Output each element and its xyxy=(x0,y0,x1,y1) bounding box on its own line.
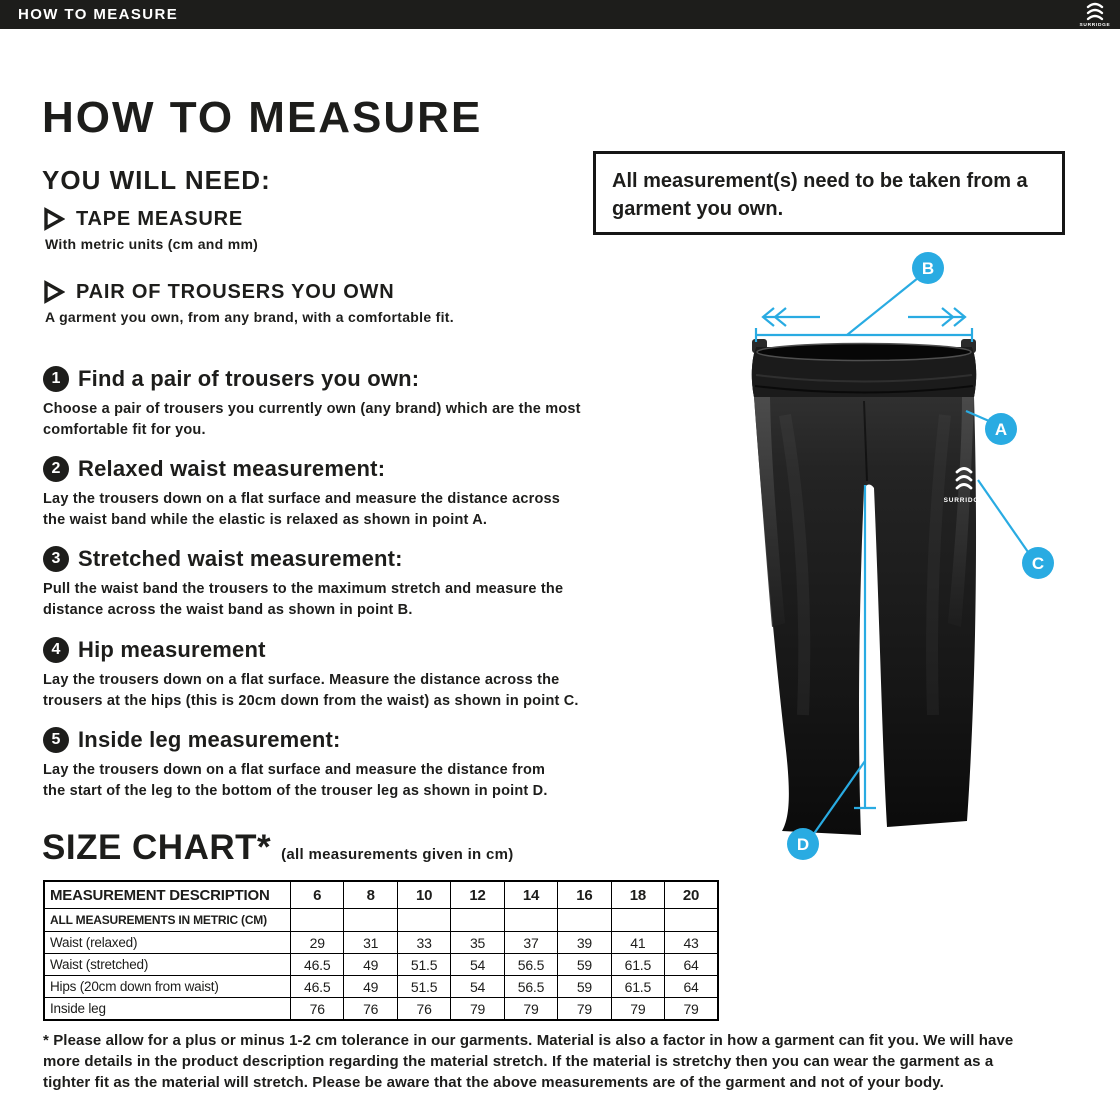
footnote-line: * Please allow for a plus or minus 1-2 cm tolerance in our garments. Material is also a factor in how a garment can fit you. We will have xyxy=(43,1032,1014,1049)
cell: 31 xyxy=(344,932,397,954)
step-number-badge: 4 xyxy=(43,637,69,663)
cell: 41 xyxy=(611,932,664,954)
callout-line-c xyxy=(978,480,1028,552)
cell: 79 xyxy=(504,998,557,1021)
step-number-badge: 5 xyxy=(43,727,69,753)
cell: 64 xyxy=(665,954,718,976)
garment-logo-wordmark: SURRIDGE xyxy=(943,497,985,504)
surridge-logo-icon xyxy=(1073,1,1117,28)
cell: 39 xyxy=(558,932,611,954)
note-line: garment you own. xyxy=(612,198,784,220)
column-header: 14 xyxy=(504,881,557,909)
step-4 xyxy=(43,637,668,712)
step-1 xyxy=(43,366,668,441)
callout-line-b xyxy=(847,278,918,335)
step-3 xyxy=(43,546,668,621)
table-row xyxy=(44,976,718,998)
top-bar xyxy=(0,0,1120,29)
step-body-line: comfortable fit for you. xyxy=(43,422,206,438)
row-label: Waist (stretched) xyxy=(44,954,291,976)
step-5 xyxy=(43,727,668,802)
need-item-head xyxy=(43,280,603,304)
table-header-row xyxy=(44,881,718,909)
stretched-waist-arrows-icon xyxy=(763,308,965,326)
footnote-line: tighter fit as the material will stretch. Please be aware that the above measurements are of the garment and not of your body. xyxy=(43,1074,944,1091)
size-chart-table xyxy=(43,880,719,1021)
cell: 79 xyxy=(558,998,611,1021)
step-head xyxy=(43,366,668,392)
column-header: 18 xyxy=(611,881,664,909)
cell: 51.5 xyxy=(397,976,450,998)
note-line: All measurement(s) need to be taken from a xyxy=(612,170,1028,192)
cell: 64 xyxy=(665,976,718,998)
column-header: 16 xyxy=(558,881,611,909)
callout-letter: C xyxy=(1031,554,1045,573)
cell: 46.5 xyxy=(291,954,344,976)
cell: 46.5 xyxy=(291,976,344,998)
step-number-badge: 1 xyxy=(43,366,69,392)
step-body xyxy=(43,579,668,621)
step-title: Inside leg measurement: xyxy=(78,727,341,752)
track-pants-illustration xyxy=(752,339,985,835)
page-title: HOW TO MEASURE xyxy=(42,93,483,143)
step-body-line: Lay the trousers down on a flat surface and measure the distance across xyxy=(43,491,561,507)
column-header: 10 xyxy=(397,881,450,909)
cell xyxy=(558,909,611,932)
cell: 29 xyxy=(291,932,344,954)
step-head xyxy=(43,637,668,663)
need-item-tape-measure xyxy=(43,207,603,252)
cell: 35 xyxy=(451,932,504,954)
cell xyxy=(451,909,504,932)
step-body-line: distance across the waist band as shown in point B. xyxy=(43,602,413,618)
step-title: Find a pair of trousers you own: xyxy=(78,366,420,391)
column-header: 6 xyxy=(291,881,344,909)
need-item-desc: A garment you own, from any brand, with a comfortable fit. xyxy=(45,309,454,325)
table-row xyxy=(44,954,718,976)
cell: 49 xyxy=(344,954,397,976)
row-label: Inside leg xyxy=(44,998,291,1021)
callout-letter: B xyxy=(921,259,935,278)
cell: 76 xyxy=(344,998,397,1021)
top-bar-title: HOW TO MEASURE xyxy=(18,6,179,23)
row-label: Hips (20cm down from waist) xyxy=(44,976,291,998)
step-body xyxy=(43,489,668,531)
callout-letter: D xyxy=(796,835,810,854)
callout-letter: A xyxy=(994,420,1008,439)
bullet-triangle-icon xyxy=(43,207,65,231)
callout-badge-d xyxy=(787,828,819,860)
step-body-line: trousers at the hips (this is 20cm down from the waist) as shown in point C. xyxy=(43,693,579,709)
cell: 59 xyxy=(558,954,611,976)
step-title: Hip measurement xyxy=(78,637,266,662)
step-body-line: Lay the trousers down on a flat surface. Measure the distance across the xyxy=(43,672,560,688)
callout-badge-c xyxy=(1022,547,1054,579)
cell: 49 xyxy=(344,976,397,998)
cell: 51.5 xyxy=(397,954,450,976)
step-body-line: the start of the leg to the bottom of the trouser leg as shown in point D. xyxy=(43,783,548,799)
column-header: 12 xyxy=(451,881,504,909)
cell: 56.5 xyxy=(504,976,557,998)
cell: 59 xyxy=(558,976,611,998)
step-head xyxy=(43,456,668,482)
cell xyxy=(291,909,344,932)
cell: 37 xyxy=(504,932,557,954)
cell: 43 xyxy=(665,932,718,954)
row-label: Waist (relaxed) xyxy=(44,932,291,954)
column-header: 20 xyxy=(665,881,718,909)
table-row xyxy=(44,932,718,954)
step-body-line: Pull the waist band the trousers to the maximum stretch and measure the xyxy=(43,581,564,597)
step-head xyxy=(43,546,668,572)
callout-badge-b xyxy=(912,252,944,284)
cell: 61.5 xyxy=(611,954,664,976)
footnote-line: more details in the product description regarding the material stretch. If the material is stretchy then you can wear the garment as a xyxy=(43,1053,994,1070)
waist-measurement-line xyxy=(756,328,972,342)
cell xyxy=(665,909,718,932)
step-number-badge: 3 xyxy=(43,546,69,572)
cell: 76 xyxy=(397,998,450,1021)
cell: 54 xyxy=(451,954,504,976)
size-chart-title: SIZE CHART* xyxy=(42,828,272,867)
cell xyxy=(504,909,557,932)
cell: 61.5 xyxy=(611,976,664,998)
need-item-head xyxy=(43,207,603,231)
surridge-logo-wordmark: SURRIDGE xyxy=(1079,23,1111,28)
step-title: Stretched waist measurement: xyxy=(78,546,403,571)
need-item-trousers xyxy=(43,280,603,325)
step-body xyxy=(43,670,668,712)
row-label: ALL MEASUREMENTS IN METRIC (CM) xyxy=(44,909,291,932)
cell xyxy=(397,909,450,932)
size-chart-heading xyxy=(42,828,514,868)
cell: 76 xyxy=(291,998,344,1021)
bullet-triangle-icon xyxy=(43,280,65,304)
table-row xyxy=(44,998,718,1021)
step-body-line: the waist band while the elastic is relaxed as shown in point A. xyxy=(43,512,488,528)
cell xyxy=(344,909,397,932)
step-body xyxy=(43,399,668,441)
callout-badge-a xyxy=(985,413,1017,445)
measurement-note-box xyxy=(593,151,1065,235)
cell: 33 xyxy=(397,932,450,954)
cell: 79 xyxy=(451,998,504,1021)
need-item-title: PAIR OF TROUSERS YOU OWN xyxy=(76,280,395,303)
trousers-measurement-diagram xyxy=(690,245,1090,885)
tolerance-footnote xyxy=(43,1030,1043,1093)
cell: 79 xyxy=(665,998,718,1021)
step-number-badge: 2 xyxy=(43,456,69,482)
column-header: 8 xyxy=(344,881,397,909)
need-item-title: TAPE MEASURE xyxy=(76,207,244,230)
step-2 xyxy=(43,456,668,531)
step-body-line: Lay the trousers down on a flat surface and measure the distance from xyxy=(43,762,546,778)
step-head xyxy=(43,727,668,753)
step-title: Relaxed waist measurement: xyxy=(78,456,386,481)
step-body xyxy=(43,760,668,802)
you-will-need-heading: YOU WILL NEED: xyxy=(42,164,271,195)
column-header: MEASUREMENT DESCRIPTION xyxy=(44,881,291,909)
cell: 79 xyxy=(611,998,664,1021)
size-chart-subtitle: (all measurements given in cm) xyxy=(281,846,514,863)
cell xyxy=(611,909,664,932)
cell: 56.5 xyxy=(504,954,557,976)
table-row xyxy=(44,909,718,932)
need-item-desc: With metric units (cm and mm) xyxy=(45,236,259,252)
step-body-line: Choose a pair of trousers you currently own (any brand) which are the most xyxy=(43,401,581,417)
cell: 54 xyxy=(451,976,504,998)
